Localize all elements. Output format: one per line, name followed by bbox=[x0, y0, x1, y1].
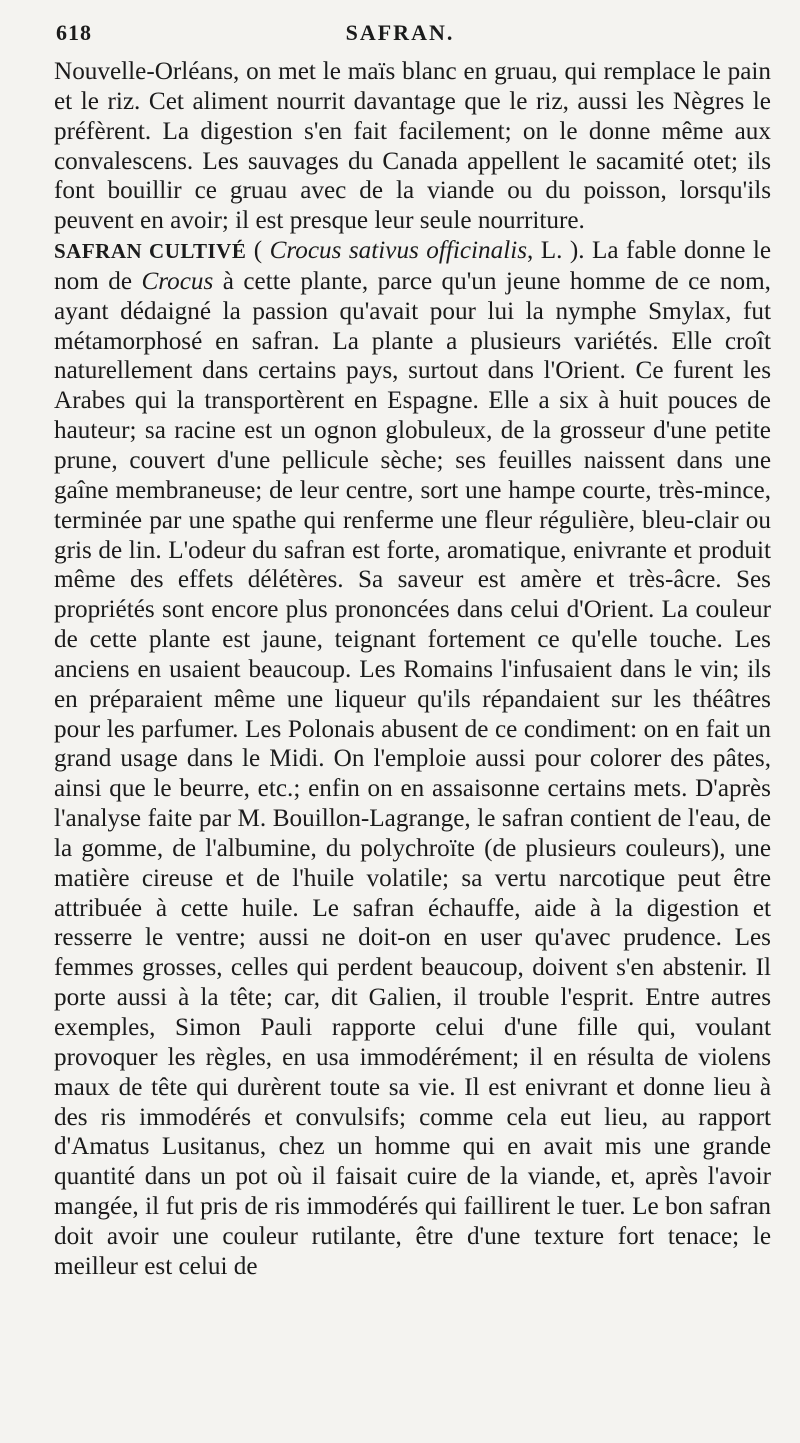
running-title: SAFRAN. bbox=[345, 20, 455, 45]
page-header bbox=[0, 20, 800, 60]
entry-headword: SAFRAN CULTIVÉ bbox=[54, 239, 247, 264]
entry-text-a: La fable donne le nom de bbox=[54, 237, 772, 295]
page-number: 618 bbox=[56, 20, 92, 45]
entry-authority: , L. ). bbox=[527, 237, 593, 265]
paragraph-continued: Nouvelle-Orléans, on met le maïs blanc en gruau, qui remplace le pain et le riz. Cet aliment nourrit davantage que le riz, aussi les Nègres le préfèrent. La digestion s'en fait facilement; on le donne même aux convalescens. Les sauvages du Canada appellent le sacamité otet; ils font bouillir ce gruau avec de la viande ou du poisson, lorsqu'ils peuvent en avoir; il est presque leur seule nourriture. bbox=[54, 58, 771, 235]
entry-latin-name: Crocus sativus officinalis bbox=[269, 237, 528, 265]
entry-latin-crocus: Crocus bbox=[141, 267, 214, 295]
dictionary-entry bbox=[54, 236, 771, 1282]
entry-open-paren: ( bbox=[246, 237, 270, 265]
text-body bbox=[54, 57, 771, 1282]
entry-text-b: à cette plante, parce qu'un jeune homme de ce nom, ayant dédaigné la passion qu'avait pour lui la nymphe Smylax, fut métamorphosé en safran. La plante a plusieurs variétés. Elle croît naturellement dans certains pays, surtout dans l'Orient. Ce furent les Arabes qui la transportèrent en Espagne. Elle a six à huit pouces de hauteur; sa racine est un ognon globuleux, de la grosseur d'une petite prune, couvert d'une pellicule sèche; ses feuilles naissent dans une gaîne membraneuse; de leur centre, sort une hampe courte, très-mince, terminée par une spathe qui renferme une fleur régulière, bleu-clair ou gris de lin. L'odeur du safran est forte, aromatique, enivrante et produit même des effets délétères. Sa saveur est amère et très-âcre. Ses propriétés sont encore plus prononcées dans celui d'Orient. La couleur de cette plante est jaune, teignant fortement ce qu'elle touche. Les anciens en usaient beaucoup. Les Romains l'infusaient dans le vin; ils en préparaient même une liqueur qu'ils répandaient sur les théâtres pour les parfumer. Les Polonais abusent de ce condiment: on en fait un grand usage dans le Midi. On l'emploie aussi pour colorer des pâtes, ainsi que le beurre, etc.; enfin on en assaisonne certains mets. D'après l'analyse faite par M. Bouillon-Lagrange, le safran contient de l'eau, de la gomme, de l'albumine, du polychroïte (de plusieurs couleurs), une matière cireuse et de l'huile volatile; sa vertu narcotique peut être attribuée à cette huile. Le safran échauffe, aide à la digestion et resserre le ventre; aussi ne doit-on en user qu'avec prudence. Les femmes grosses, celles qui perdent beaucoup, doivent s'en abstenir. Il porte aussi à la tête; car, dit Galien, il trouble l'esprit. Entre autres exemples, Simon Pauli rapporte celui d'une fille qui, voulant provoquer les règles, en usa immodérément; il en résulta de violens maux de tête qui durèrent toute sa vie. Il est enivrant et donne lieu à des ris immodérés et convulsifs; comme cela eut lieu, au rapport d'Amatus Lusitanus, chez un homme qui en avait mis une grande quantité dans un pot où il faisait cuire de la viande, et, après l'avoir mangée, il fut pris de ris immodérés qui faillirent le tuer. Le bon safran doit avoir une couleur rutilante, être d'une texture fort tenace; le meilleur est celui de bbox=[54, 267, 771, 1280]
